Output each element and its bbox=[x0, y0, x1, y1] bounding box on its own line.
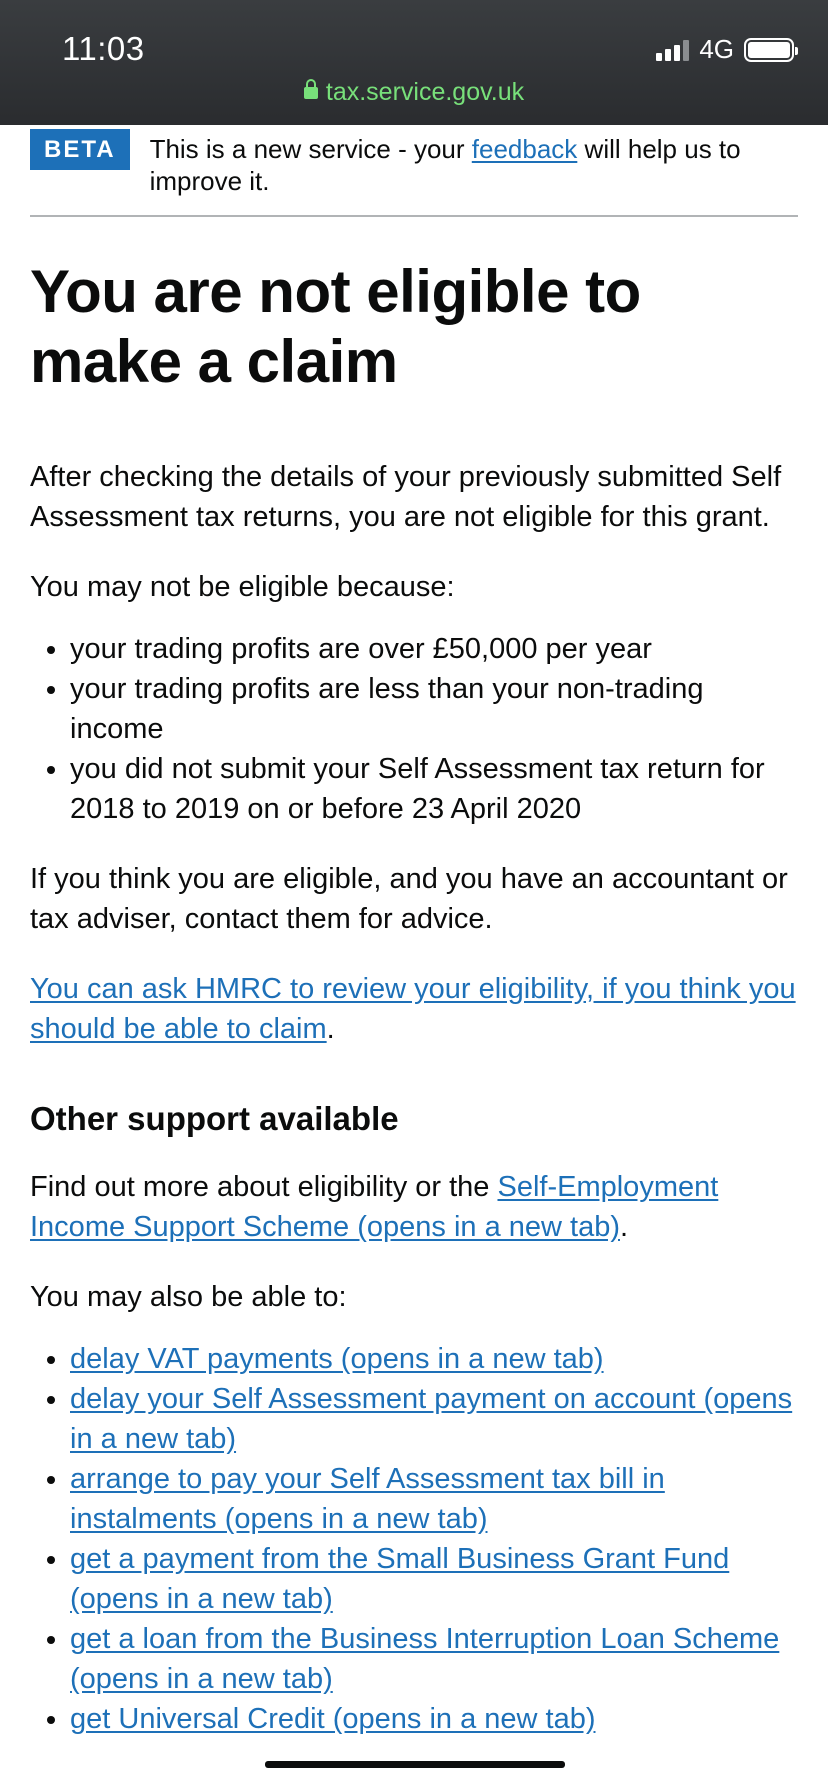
clock: 11:03 bbox=[62, 30, 145, 67]
other-support-heading: Other support available bbox=[30, 1100, 399, 1137]
phase-banner bbox=[30, 125, 798, 217]
signal-icon bbox=[656, 39, 689, 61]
battery-icon bbox=[744, 38, 794, 62]
reasons-list bbox=[30, 629, 798, 829]
also-intro: You may also be able to: bbox=[30, 1281, 347, 1313]
support-list-item bbox=[70, 1339, 798, 1379]
page-title: You are not eligible to make a claim bbox=[30, 258, 641, 395]
reason-item: • your trading profits are over £50,000 per year bbox=[70, 629, 798, 669]
status-bar bbox=[0, 0, 828, 125]
support-list-item bbox=[70, 1699, 798, 1739]
address-bar[interactable] bbox=[0, 78, 828, 107]
network-type: 4G bbox=[699, 34, 734, 64]
review-suffix: . bbox=[326, 1013, 335, 1045]
instalments-link[interactable]: arrange to pay your Self Assessment tax bill in instalments (opens in a new tab) bbox=[70, 1463, 665, 1535]
review-paragraph bbox=[30, 969, 798, 1049]
find-out-paragraph bbox=[30, 1167, 798, 1247]
page-content bbox=[30, 125, 798, 1769]
support-links-list bbox=[30, 1339, 798, 1739]
support-list-item bbox=[70, 1459, 798, 1539]
url-text: tax.service.gov.uk bbox=[325, 78, 525, 106]
support-list-item bbox=[70, 1619, 798, 1699]
grant-fund-link[interactable]: get a payment from the Small Business Grant Fund (opens in a new tab) bbox=[70, 1543, 730, 1615]
banner-text-after: will help us to improve it. bbox=[149, 134, 741, 196]
seiss-link[interactable]: Self-Employment Income Support Scheme (opens in a new tab) bbox=[30, 1171, 719, 1243]
support-list-item bbox=[70, 1539, 798, 1619]
delay-sa-payment-link[interactable]: delay your Self Assessment payment on account (opens in a new tab) bbox=[70, 1383, 793, 1455]
status-icons bbox=[656, 34, 794, 65]
find-out-suffix: . bbox=[620, 1211, 629, 1243]
phase-banner-text bbox=[150, 129, 798, 197]
reasons-intro: You may not be eligible because: bbox=[30, 571, 455, 603]
banner-text-before: This is a new service - your bbox=[149, 134, 472, 164]
beta-tag: BETA bbox=[30, 129, 130, 170]
business-loan-link[interactable]: get a loan from the Business Interruption Loan Scheme (opens in a new tab) bbox=[70, 1623, 780, 1695]
universal-credit-link[interactable]: get Universal Credit (opens in a new tab) bbox=[70, 1703, 596, 1735]
feedback-link[interactable]: feedback bbox=[471, 134, 578, 164]
reason-item: • your trading profits are less than your non-trading income bbox=[70, 669, 798, 749]
lock-icon bbox=[304, 87, 318, 99]
review-eligibility-link[interactable]: You can ask HMRC to review your eligibility, if you think you should be able to claim bbox=[30, 973, 796, 1045]
accountant-note: If you think you are eligible, and you have an accountant or tax adviser, contact them for advice. bbox=[30, 863, 788, 935]
intro-paragraph: After checking the details of your previously submitted Self Assessment tax returns, you are not eligible for this grant. bbox=[30, 461, 782, 533]
support-list-item bbox=[70, 1379, 798, 1459]
home-indicator bbox=[265, 1761, 565, 1768]
delay-vat-link[interactable]: delay VAT payments (opens in a new tab) bbox=[70, 1343, 604, 1375]
reason-item: • you did not submit your Self Assessment tax return for 2018 to 2019 on or before 23 April 2020 bbox=[70, 749, 798, 829]
find-out-text: Find out more about eligibility or the bbox=[30, 1171, 498, 1203]
